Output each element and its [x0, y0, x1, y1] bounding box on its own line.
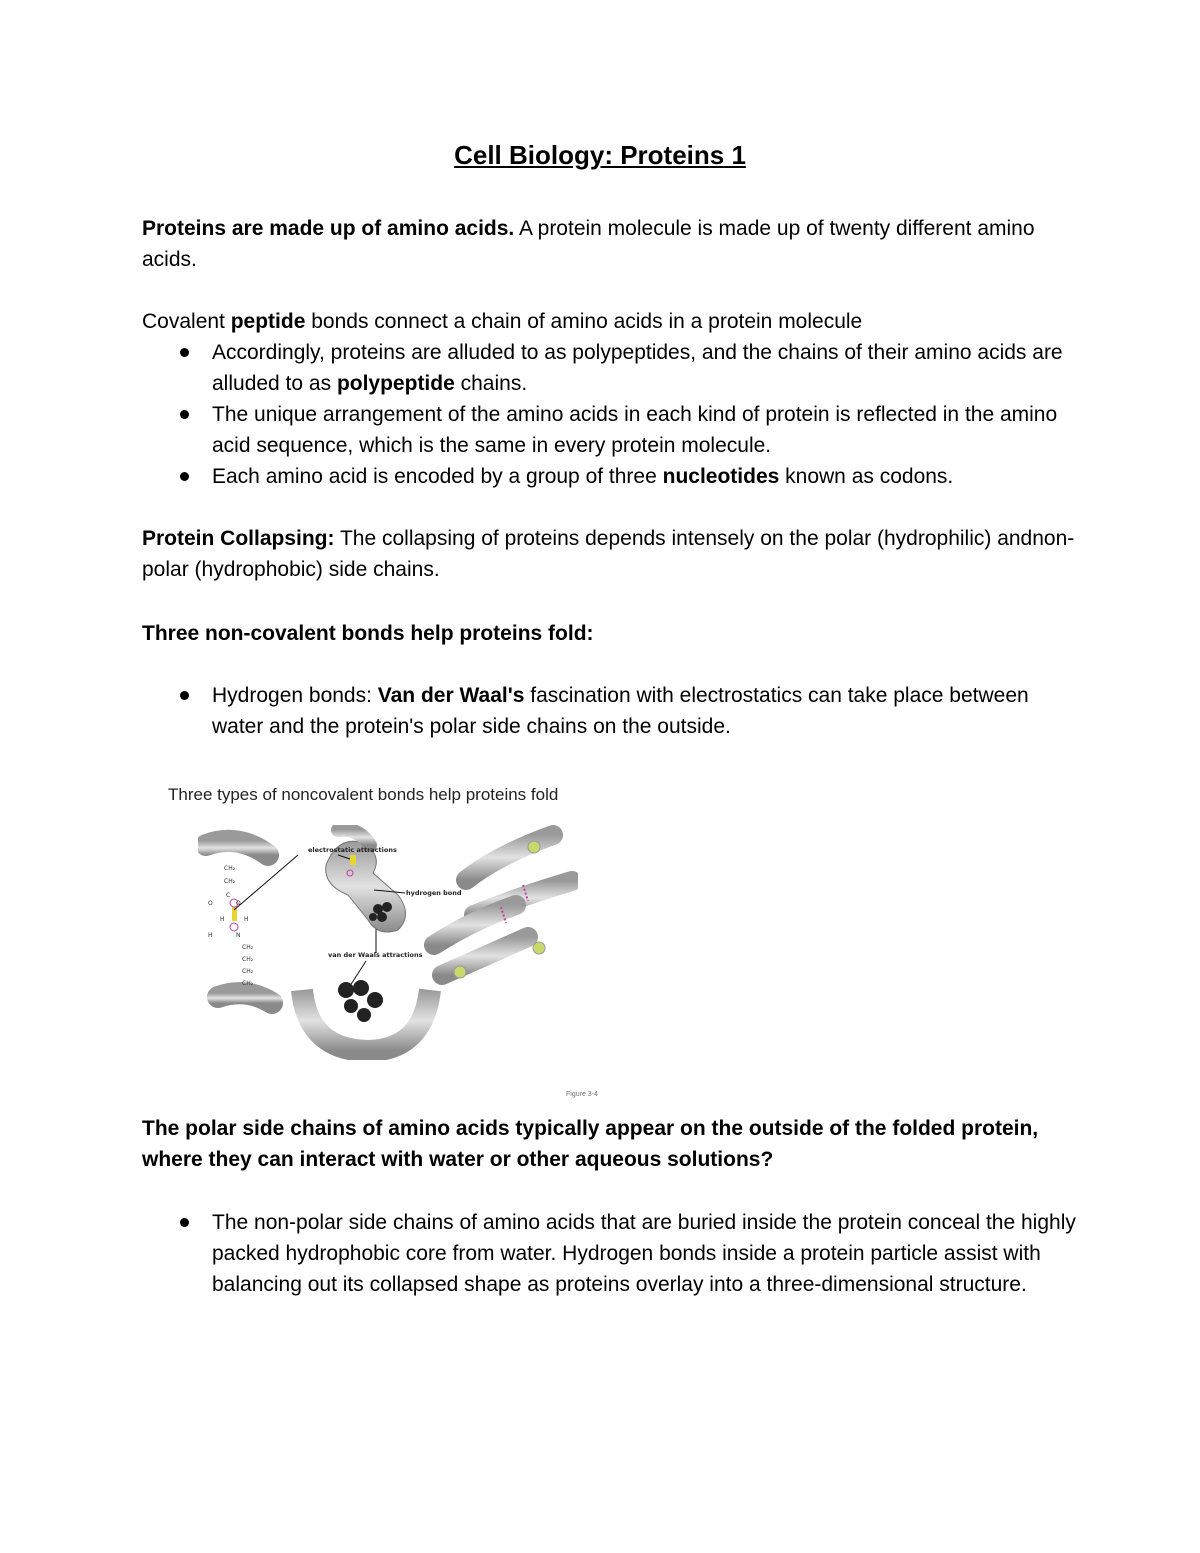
intro-bold: Proteins are made up of amino acids.: [142, 217, 515, 240]
peptide-post: bonds connect a chain of amino acids in a protein molecule: [305, 310, 863, 333]
bullet-dot: [180, 472, 189, 481]
peptide-pre: Covalent: [142, 310, 231, 333]
electrostatic-marker: [350, 855, 356, 865]
bullet-dot: [180, 410, 189, 419]
r-group-icon: [528, 841, 540, 853]
svg-text:H: H: [220, 916, 225, 923]
svg-text:CH₂: CH₂: [224, 865, 236, 872]
svg-text:CH₂: CH₂: [224, 878, 236, 885]
intro-text: A protein molecule is made up of twenty different amino acids.: [142, 217, 1035, 271]
side-chain-formula: [208, 865, 254, 987]
label-electrostatic: electrostatic attractions: [308, 846, 397, 854]
peptide-bullet-list: [142, 337, 1082, 492]
peptide-paragraph: [142, 306, 1082, 337]
svg-text:O: O: [236, 900, 241, 907]
svg-text:O: O: [208, 900, 213, 907]
svg-text:CH₂: CH₂: [242, 944, 254, 951]
svg-text:CH₂: CH₂: [242, 968, 254, 975]
bullet-bold: Van der Waal's: [377, 684, 525, 707]
collapsing-text: The collapsing of proteins depends intensely on the polar (hydrophilic) andnon-polar (hydrophobic) side chains.: [142, 527, 1075, 581]
bullet-dot: [180, 348, 189, 357]
intro-paragraph: [142, 213, 1082, 275]
hydrophobic-core: [338, 980, 383, 1022]
bullet-text: Accordingly, proteins are alluded to as polypeptides, and the chains of their amino acids are alluded to as: [212, 341, 1063, 395]
label-van-der-waals: van der Waals attractions: [328, 951, 423, 959]
noncovalent-bonds-figure: [198, 825, 578, 1060]
r-group-icon: [454, 966, 466, 978]
bullet-text: fascination with electrostatics can take place between water and the protein's polar side chains on the outside.: [212, 684, 1029, 738]
list-item: [142, 680, 1082, 742]
polar-heading: The polar side chains of amino acids typically appear on the outside of the folded protein, where they can interact with water or other aqueous solutions?: [142, 1117, 1039, 1171]
svg-text:N: N: [236, 932, 241, 939]
collapsing-paragraph: [142, 523, 1082, 585]
bullet-text: chains.: [454, 372, 528, 395]
bullet-text: Hydrogen bonds:: [212, 684, 378, 707]
list-item: [142, 337, 1082, 399]
svg-text:H: H: [244, 916, 249, 923]
folded-protein: [326, 841, 406, 932]
svg-text:CH₂: CH₂: [242, 980, 254, 987]
bullet-text: Each amino acid is encoded by a group of three: [212, 465, 663, 488]
label-hydrogen-bond: hydrogen bond: [406, 889, 462, 897]
svg-text:H: H: [208, 932, 213, 939]
bullet-bold: nucleotides: [662, 465, 780, 488]
list-item: [142, 1207, 1082, 1300]
bullet-text: The unique arrangement of the amino acids in each kind of protein is reflected in the amino acid sequence, which is the same in every protein molecule.: [212, 403, 1058, 457]
charge-icon: [230, 923, 238, 931]
list-item: [142, 461, 1082, 492]
list-item: [142, 399, 1082, 461]
peptide-bold: peptide: [230, 310, 306, 333]
page-title: Cell Biology: Proteins 1: [454, 140, 746, 170]
collapsing-bold: Protein Collapsing:: [142, 527, 335, 550]
svg-text:CH₂: CH₂: [242, 956, 254, 963]
r-group-icon: [533, 942, 545, 954]
noncovalent-heading: Three non-covalent bonds help proteins fold:: [142, 622, 594, 645]
bullet-dot: [180, 691, 189, 700]
nonpolar-bullet-list: [142, 1207, 1082, 1300]
bullet-text: known as codons.: [779, 465, 954, 488]
svg-text:C: C: [226, 892, 231, 899]
bullet-bold: polypeptide: [336, 372, 455, 395]
figure-caption: Figure 3-4: [566, 1091, 598, 1098]
backbone-segment: [218, 993, 272, 1003]
bullet-text: The non-polar side chains of amino acids that are buried inside the protein conceal the highly packed hydrophobic core from water. Hydrogen bonds inside a protein particle assist with balancing out its collapsed shape as proteins overlay into a three-dimensional structure.: [212, 1211, 1076, 1296]
backbone-segment: [466, 835, 553, 880]
backbone-segment: [206, 841, 268, 855]
figure-title: Three types of noncovalent bonds help proteins fold: [168, 785, 559, 804]
bullet-dot: [180, 1218, 189, 1227]
hydrogen-bullet-list: [142, 680, 1082, 742]
